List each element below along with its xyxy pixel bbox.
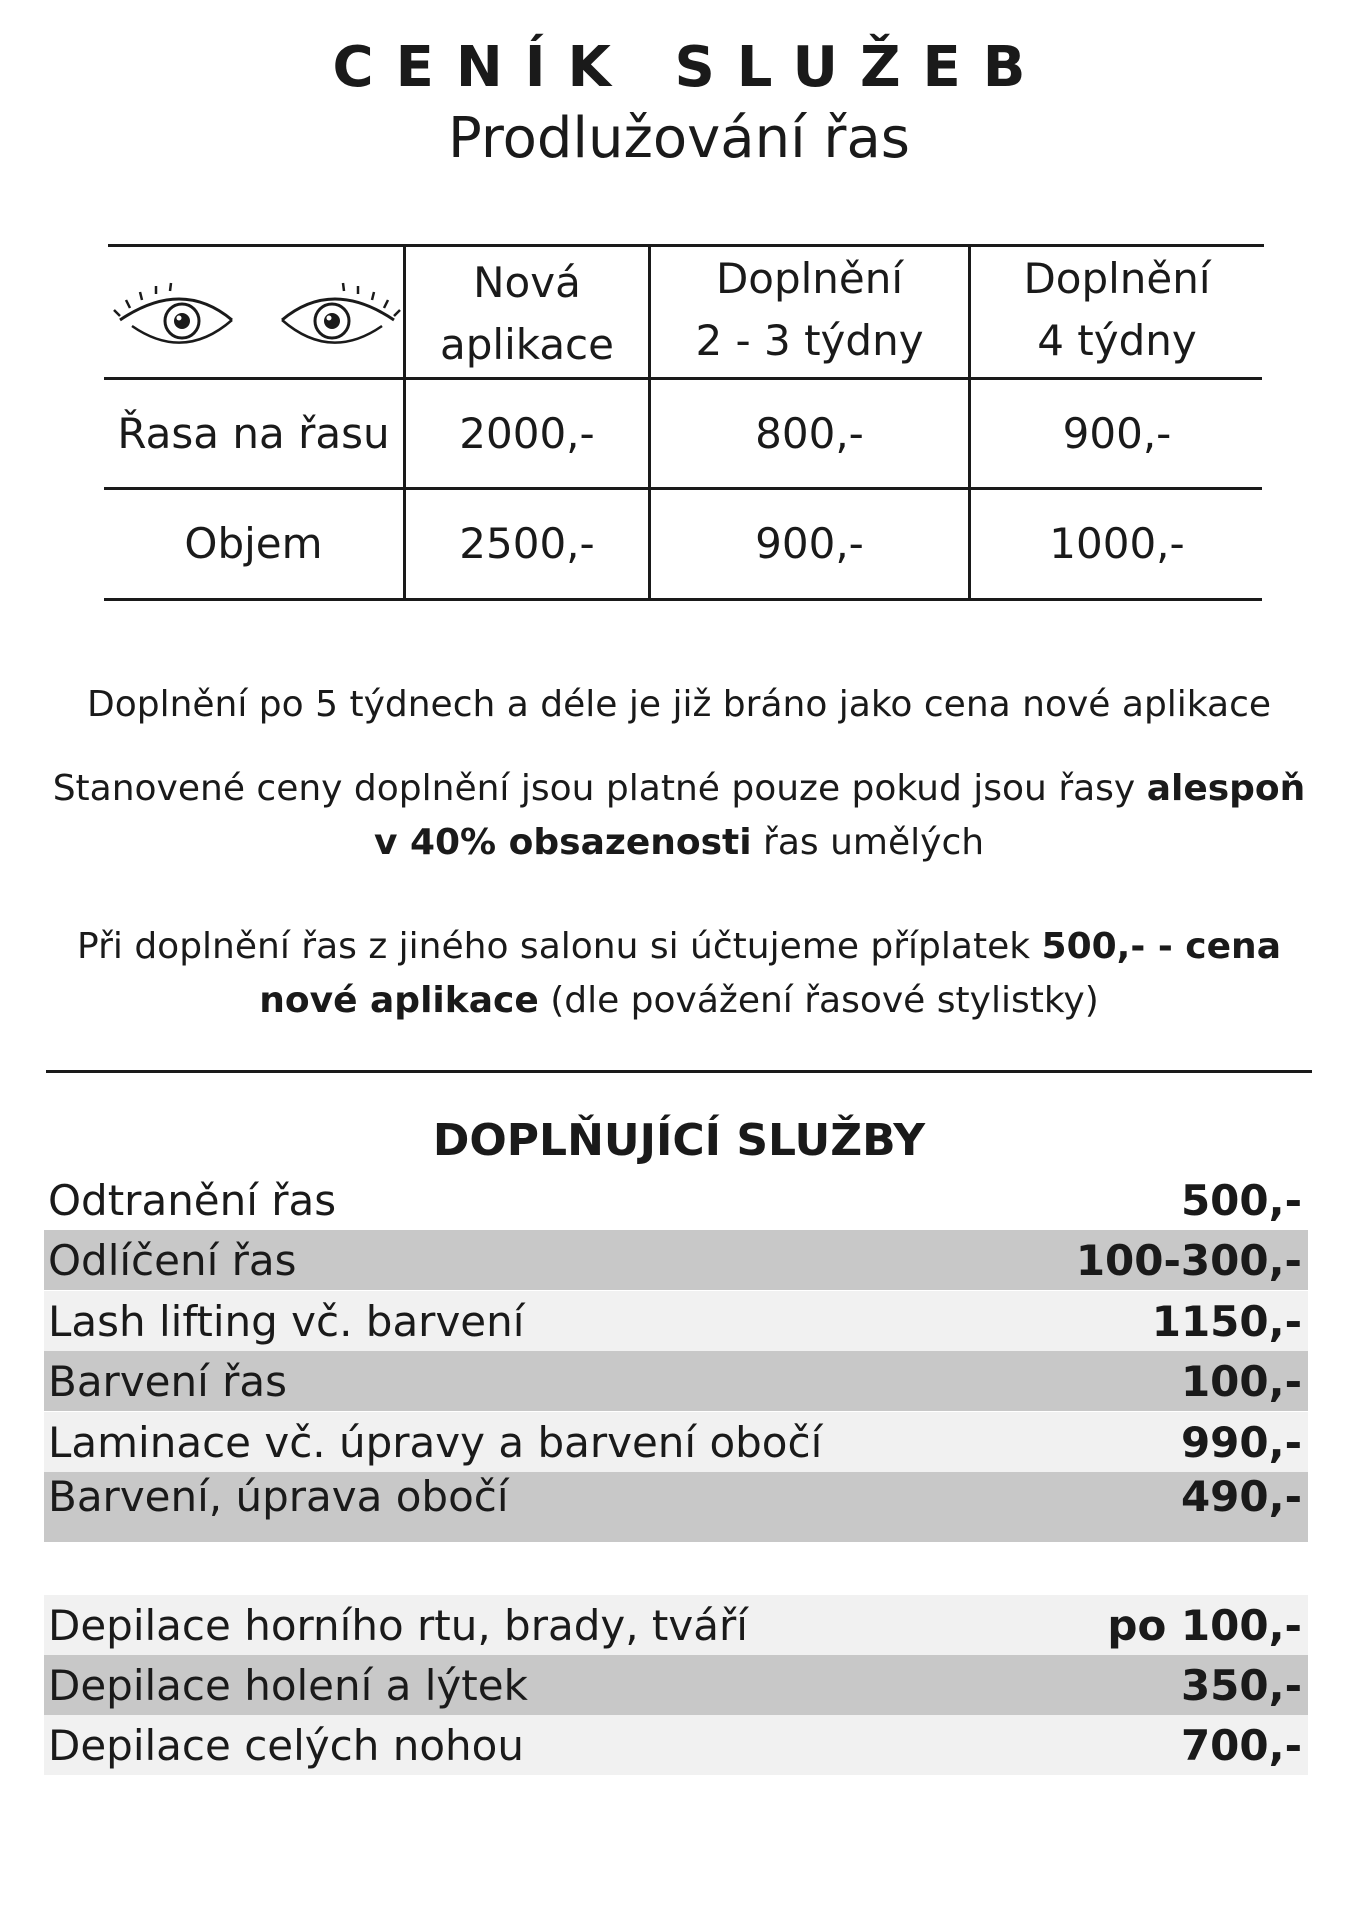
service-name: Depilace celých nohou: [48, 1720, 524, 1770]
list-item: [44, 1351, 1308, 1411]
note-refill-after-5-weeks: Doplnění po 5 týdnech a déle je již bráno jako cena nové aplikace: [86, 684, 1272, 725]
column-header-refill-2-3: Doplnění 2 - 3 týdny: [695, 253, 924, 365]
service-name: Odlíčení řas: [48, 1235, 297, 1285]
service-price: 990,-: [1180, 1417, 1302, 1467]
list-item: [44, 1715, 1308, 1775]
additional-services-title: DOPLŇUJÍCÍ SLUŽBY: [432, 1115, 926, 1166]
service-name: Depilace holení a lýtek: [48, 1660, 528, 1710]
service-name: Barvení, úprava obočí: [48, 1472, 509, 1521]
row-label: Objem: [184, 519, 323, 568]
table-line: [104, 598, 1262, 601]
list-item: [44, 1170, 1308, 1230]
service-name: Lash lifting vč. barvení: [48, 1296, 525, 1346]
list-item: [44, 1291, 1308, 1351]
list-item: [44, 1655, 1308, 1715]
note-other-salon-surcharge: Při doplnění řas z jiného salonu si účtujeme příplatek 500,- - cena nové aplikace (dle povážení řasové stylistky): [77, 926, 1281, 1021]
service-price: 1150,-: [1151, 1296, 1302, 1346]
price-cell: 900,-: [1062, 408, 1172, 458]
service-price: po 100,-: [1107, 1600, 1302, 1650]
service-name: Barvení řas: [48, 1356, 288, 1406]
eyes-icon: [112, 280, 402, 360]
service-price: 100,-: [1180, 1356, 1302, 1406]
page-subtitle: Prodlužování řas: [448, 106, 910, 171]
price-cell: 1000,-: [1049, 519, 1185, 568]
price-cell: 900,-: [755, 519, 864, 568]
service-name: Laminace vč. úpravy a barvení obočí: [48, 1417, 823, 1467]
note-refill-conditions: Stanovené ceny doplnění jsou platné pouze pokud jsou řasy alespoň v 40% obsazenosti řas umělých: [52, 768, 1306, 863]
service-price: 490,-: [1180, 1472, 1302, 1521]
service-name: Depilace horního rtu, brady, tváří: [48, 1600, 748, 1650]
list-item: [44, 1412, 1308, 1472]
price-cell: 800,-: [755, 408, 864, 458]
list-item: [44, 1230, 1308, 1290]
column-header-new: Nová aplikace: [440, 257, 614, 369]
row-label: Řasa na řasu: [117, 408, 390, 458]
section-divider: [46, 1070, 1312, 1073]
service-price: 500,-: [1180, 1175, 1302, 1225]
service-price: 700,-: [1180, 1720, 1302, 1770]
service-name: Odtranění řas: [48, 1175, 337, 1225]
service-price: 350,-: [1180, 1660, 1302, 1710]
list-item: [44, 1472, 1308, 1542]
service-price: 100-300,-: [1075, 1235, 1302, 1285]
price-cell: 2500,-: [459, 519, 595, 568]
price-cell: 2000,-: [459, 408, 595, 458]
column-header-refill-4: Doplnění 4 týdny: [1023, 253, 1211, 365]
page-title: CENÍK SLUŽEB: [332, 35, 1048, 100]
list-item: [44, 1595, 1308, 1655]
